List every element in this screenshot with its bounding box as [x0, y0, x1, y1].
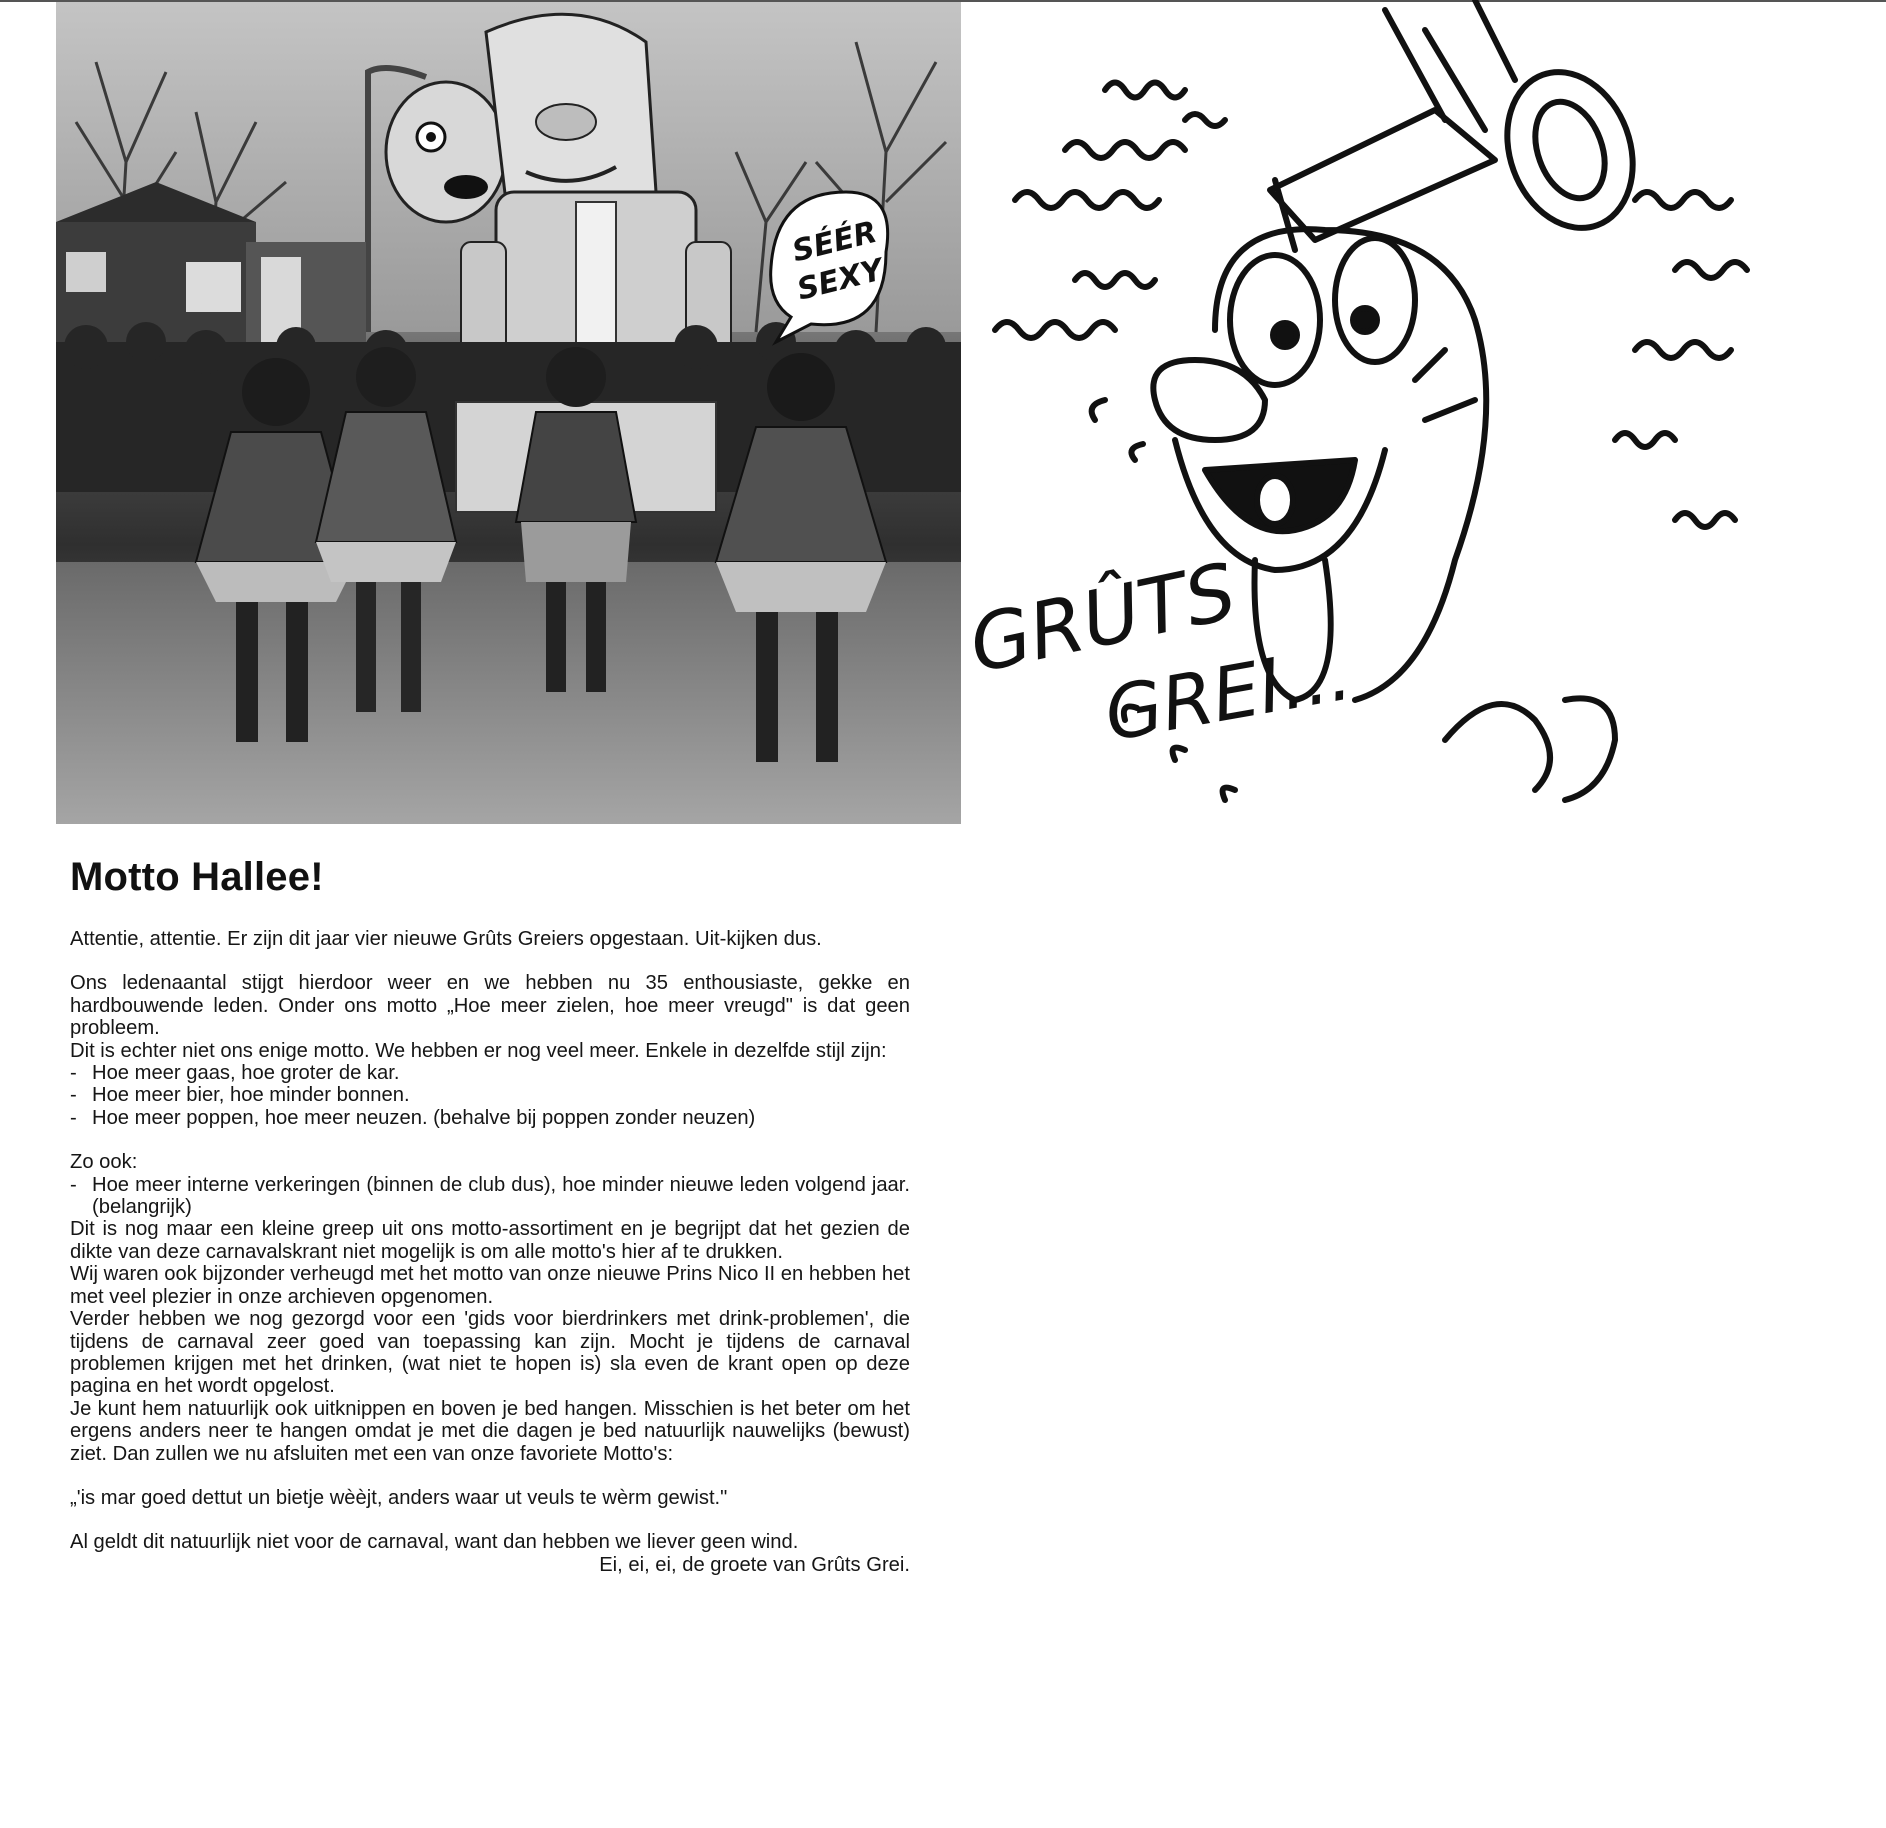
- article: [70, 855, 910, 1815]
- collar: [1565, 698, 1615, 800]
- signature-line2: GREI...: [1098, 630, 1358, 759]
- list-item: - Hoe meer gaas, hoe groter de kar.: [70, 1062, 910, 1084]
- article-paragraph: Ons ledenaantal stijgt hierdoor weer en we hebben nu 35 enthousiaste, gekke en hardbouwende leden. Onder ons motto „Hoe meer zielen, hoe meer vreugd" is dat geen probleem.: [70, 972, 910, 1040]
- cartoon-illustration: [975, 0, 1875, 820]
- list-item: - Hoe meer poppen, hoe meer neuzen. (behalve bij poppen zonder neuzen): [70, 1107, 910, 1129]
- article-paragraph: Verder hebben we nog gezorgd voor een 'gids voor bierdrinkers met drink-problemen', die tijdens de carnaval zeer goed van toepassing kan zijn. Mocht je tijdens de carnaval problemen krijgen met het drinken, (wat niet te hopen is) sla even de krant open op deze pagina en het wordt opgelost.: [70, 1308, 910, 1398]
- motto-list-2: [70, 1174, 910, 1219]
- article-paragraph: Dit is echter niet ons enige motto. We hebben er nog veel meer. Enkele in dezelfde stijl zijn:: [70, 1039, 887, 1062]
- cartoon-signature: [975, 545, 1358, 758]
- speech-bubble-line1: SÉÉR: [788, 214, 881, 270]
- article-title: Motto Hallee!: [70, 855, 324, 899]
- list-item: - Hoe meer interne verkeringen (binnen de club dus), hoe minder nieuwe leden volgend jaar. (belangrijk): [70, 1174, 910, 1219]
- speech-bubble-line2: SEXY: [793, 252, 887, 308]
- motto-list: [70, 1062, 910, 1129]
- collar: [1445, 704, 1550, 790]
- carnival-parade-scene: [56, 2, 961, 824]
- article-paragraph: Al geldt dit natuurlijk niet voor de carnaval, want dan hebben we liever geen wind.: [70, 1531, 799, 1554]
- list-item: - Hoe meer bier, hoe minder bonnen.: [70, 1084, 910, 1106]
- favorite-motto-quote: „'is mar goed dettut un bietje wèèjt, anders waar ut veuls te wèrm gewist.": [70, 1486, 728, 1509]
- carnival-parade-photo: [56, 2, 961, 824]
- article-paragraph: Wij waren ook bijzonder verheugd met het motto van onze nieuwe Prins Nico II en hebben het met veel plezier in onze archieven opgenomen.: [70, 1263, 910, 1308]
- article-paragraph: Dit is nog maar een kleine greep uit ons motto-assortiment en je begrijpt dat het gezien de dikte van deze carnavalskrant niet mogelijk is om alle motto's hier af te drukken.: [70, 1218, 910, 1263]
- article-paragraph: Attentie, attentie. Er zijn dit jaar vier nieuwe Grûts Greiers opgestaan. Uit-kijken dus.: [70, 928, 822, 950]
- signature-line1: GRÛTS: [975, 547, 1244, 691]
- article-paragraph: Zo ook:: [70, 1151, 138, 1174]
- article-signoff: Ei, ei, ei, de groete van Grûts Grei.: [599, 1553, 910, 1576]
- bottle-icon: [1270, 0, 1654, 250]
- article-paragraph: Je kunt hem natuurlijk ook uitknippen en boven je bed hangen. Misschien is het beter om het ergens anders neer te hangen omdat je met die dagen je bed natuurlijk nauwelijks (bewust) ziet. Dan zullen we nu afsluiten met een van onze favoriete Motto's:: [70, 1397, 910, 1465]
